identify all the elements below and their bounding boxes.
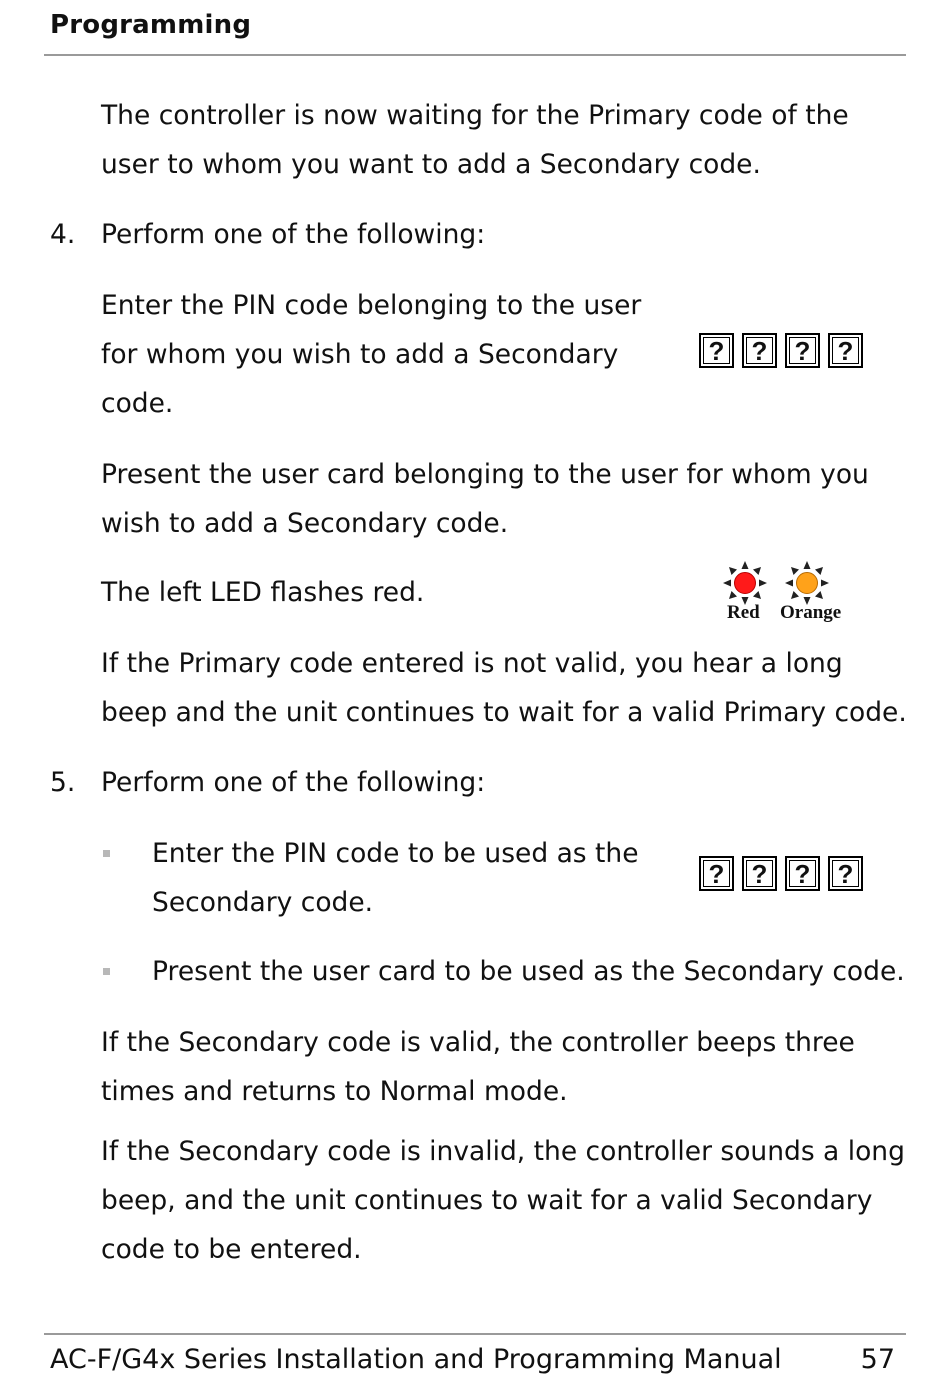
step-5-invalid-line-1: If the Secondary code is invalid, the controller sounds a long	[101, 1136, 905, 1167]
red-led-icon	[722, 560, 768, 606]
step-4-pin-line-2: for whom you wish to add a Secondary	[101, 339, 619, 370]
manual-title: AC-F/G4x Series Installation and Programming Manual	[50, 1344, 782, 1375]
key-icon: ?	[785, 856, 820, 891]
orange-led-label: Orange	[780, 602, 842, 623]
led-indicator-graphic	[722, 560, 862, 626]
step-5-invalid-line-2: beep, and the unit continues to wait for a valid Secondary	[101, 1185, 873, 1216]
key-icon: ?	[699, 856, 734, 891]
step-4-invalid-line-2: beep and the unit continues to wait for a valid Primary code.	[101, 697, 907, 728]
page-number: 57	[860, 1344, 895, 1375]
step-5-bullet-1-line-1: Enter the PIN code to be used as the	[152, 838, 639, 869]
secondary-pin-keypad-graphic	[699, 856, 863, 891]
intro-line-2: user to whom you want to add a Secondary code.	[101, 149, 761, 180]
step-4-pin-line-3: code.	[101, 388, 174, 419]
key-icon: ?	[828, 856, 863, 891]
bullet-icon	[103, 850, 110, 857]
step-5-valid-line-1: If the Secondary code is valid, the controller beeps three	[101, 1027, 855, 1058]
step-4-invalid-line-1: If the Primary code entered is not valid, you hear a long	[101, 648, 843, 679]
step-5-bullet-1-line-2: Secondary code.	[152, 887, 374, 918]
step-5-invalid-line-3: code to be entered.	[101, 1234, 362, 1265]
step-4-card-line-1: Present the user card belonging to the user for whom you	[101, 459, 869, 490]
orange-led-icon	[784, 560, 830, 606]
step-5-bullet-2: Present the user card to be used as the Secondary code.	[152, 956, 905, 987]
step-5-number: 5.	[50, 767, 76, 798]
footer-divider	[44, 1333, 906, 1335]
header-divider	[44, 54, 906, 56]
red-led-label: Red	[727, 602, 760, 623]
step-4-led-text: The left LED flashes red.	[101, 577, 425, 608]
step-4-pin-line-1: Enter the PIN code belonging to the user	[101, 290, 642, 321]
key-icon: ?	[742, 333, 777, 368]
key-icon: ?	[742, 856, 777, 891]
key-icon: ?	[785, 333, 820, 368]
section-title: Programming	[50, 10, 252, 40]
key-icon: ?	[828, 333, 863, 368]
step-4-card-line-2: wish to add a Secondary code.	[101, 508, 509, 539]
step-4-text: Perform one of the following:	[101, 219, 486, 250]
step-5-valid-line-2: times and returns to Normal mode.	[101, 1076, 568, 1107]
step-4-number: 4.	[50, 219, 76, 250]
pin-keypad-graphic	[699, 333, 863, 368]
intro-line-1: The controller is now waiting for the Primary code of the	[101, 100, 849, 131]
step-5-text: Perform one of the following:	[101, 767, 486, 798]
key-icon: ?	[699, 333, 734, 368]
bullet-icon	[103, 968, 110, 975]
